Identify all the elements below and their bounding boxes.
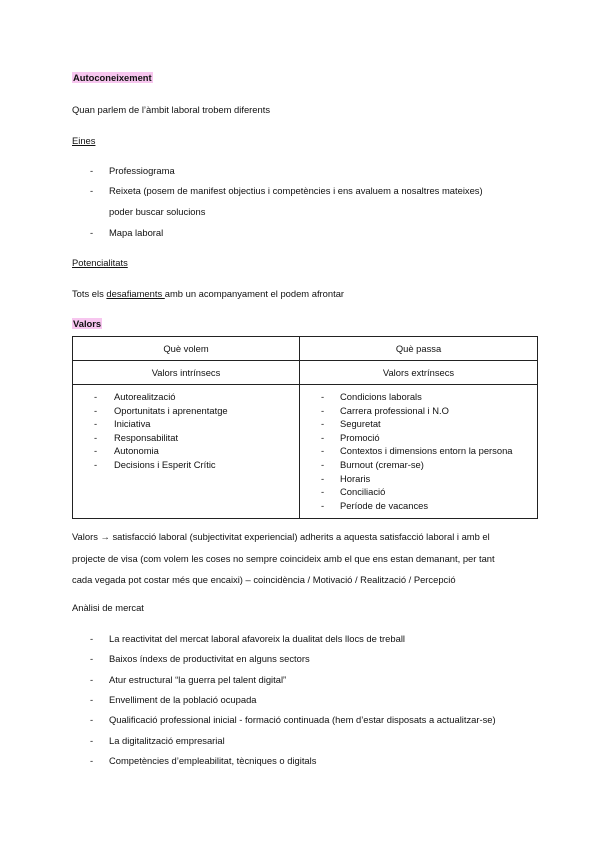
list-item: - Autonomia bbox=[94, 445, 159, 457]
bullet-dash: - bbox=[90, 633, 94, 644]
list-item: - Contextos i dimensions entorn la persona bbox=[321, 445, 513, 457]
analisi-item: Competències d’empleabilitat, tècniques o digitals bbox=[109, 755, 317, 766]
potencialitats-title: Potencialitats bbox=[72, 257, 128, 268]
potencialitats-line: Tots els desafiaments amb un acompanyament el podem afrontar bbox=[72, 288, 345, 299]
eines-item: Reixeta (posem de manifest objectius i competències i ens avaluem a nosaltres mateixes) bbox=[109, 185, 483, 196]
bullet-dash: - bbox=[90, 694, 94, 705]
col2-cell bbox=[300, 385, 538, 519]
analisi-title: Anàlisi de mercat bbox=[72, 602, 144, 613]
list-item: - Iniciativa bbox=[94, 418, 151, 430]
heading-valors: Valors bbox=[73, 318, 102, 329]
analisi-item: Qualificació professional inicial - formació continuada (hem d’estar disposats a actualitzar-se) bbox=[109, 714, 496, 725]
paragraph-line: projecte de visa (com volem les coses no sempre coincideix amb el que ens estan demanant, per tant bbox=[72, 553, 495, 564]
table-body-row bbox=[73, 385, 538, 519]
col2-list bbox=[300, 385, 537, 518]
col1-cell bbox=[73, 385, 300, 519]
list-item: - Burnout (cremar-se) bbox=[321, 458, 424, 470]
col2-header: Què passa bbox=[300, 337, 538, 361]
underlined-word: desafiaments bbox=[106, 288, 165, 299]
col1-header: Què volem bbox=[73, 337, 300, 361]
eines-title: Eines bbox=[72, 135, 96, 146]
col1-subheader: Valors intrínsecs bbox=[73, 361, 300, 385]
list-item: - Promoció bbox=[321, 431, 380, 443]
list-item: - Decisions i Esperit Crític bbox=[94, 458, 216, 470]
table-subheader-row bbox=[73, 361, 538, 385]
table-header-row bbox=[73, 337, 538, 361]
col2-subheader: Valors extrínsecs bbox=[300, 361, 538, 385]
analisi-item: Atur estructural “la guerra pel talent digital” bbox=[109, 674, 287, 685]
paragraph-line: Valors → satisfacció laboral (subjectivitat experiencial) adherits a aquesta satisfacció laboral i amb el bbox=[72, 531, 490, 542]
col1-list bbox=[73, 385, 299, 478]
bullet-dash: - bbox=[90, 653, 94, 664]
list-item: - Seguretat bbox=[321, 418, 381, 430]
bullet-dash: - bbox=[90, 714, 94, 725]
bullet-dash: - bbox=[90, 674, 94, 685]
list-item: - Període de vacances bbox=[321, 499, 429, 511]
heading-autoconeixement: Autoconeixement bbox=[73, 72, 152, 83]
eines-item: Professiograma bbox=[109, 165, 175, 176]
list-item: - Horaris bbox=[321, 472, 371, 484]
bullet-dash: - bbox=[90, 227, 94, 238]
list-item: - Autorealització bbox=[94, 391, 176, 402]
bullet-dash: - bbox=[90, 165, 94, 176]
eines-item-continuation: poder buscar solucions bbox=[109, 206, 206, 217]
list-item: - Condicions laborals bbox=[321, 391, 422, 402]
intro-line: Quan parlem de l’àmbit laboral trobem diferents bbox=[72, 104, 271, 115]
bullet-dash: - bbox=[90, 735, 94, 746]
bullet-dash: - bbox=[90, 755, 94, 766]
valors-table bbox=[72, 336, 538, 519]
analisi-item: Envelliment de la població ocupada bbox=[109, 694, 257, 705]
analisi-item: La reactivitat del mercat laboral afavoreix la dualitat dels llocs de treball bbox=[109, 633, 405, 644]
bullet-dash: - bbox=[90, 185, 94, 196]
list-item: - Responsabilitat bbox=[94, 431, 179, 443]
paragraph-line: cada vegada pot costar més que encaixi) – coincidència / Motivació / Realització / Percepció bbox=[72, 574, 456, 585]
list-item: - Carrera professional i N.O bbox=[321, 404, 449, 416]
analisi-item: La digitalització empresarial bbox=[109, 735, 225, 746]
analisi-item: Baixos índexs de productivitat en alguns sectors bbox=[109, 653, 310, 664]
eines-item: Mapa laboral bbox=[109, 227, 164, 238]
list-item: - Oportunitats i aprenentatge bbox=[94, 404, 228, 416]
list-item: - Conciliació bbox=[321, 486, 386, 498]
